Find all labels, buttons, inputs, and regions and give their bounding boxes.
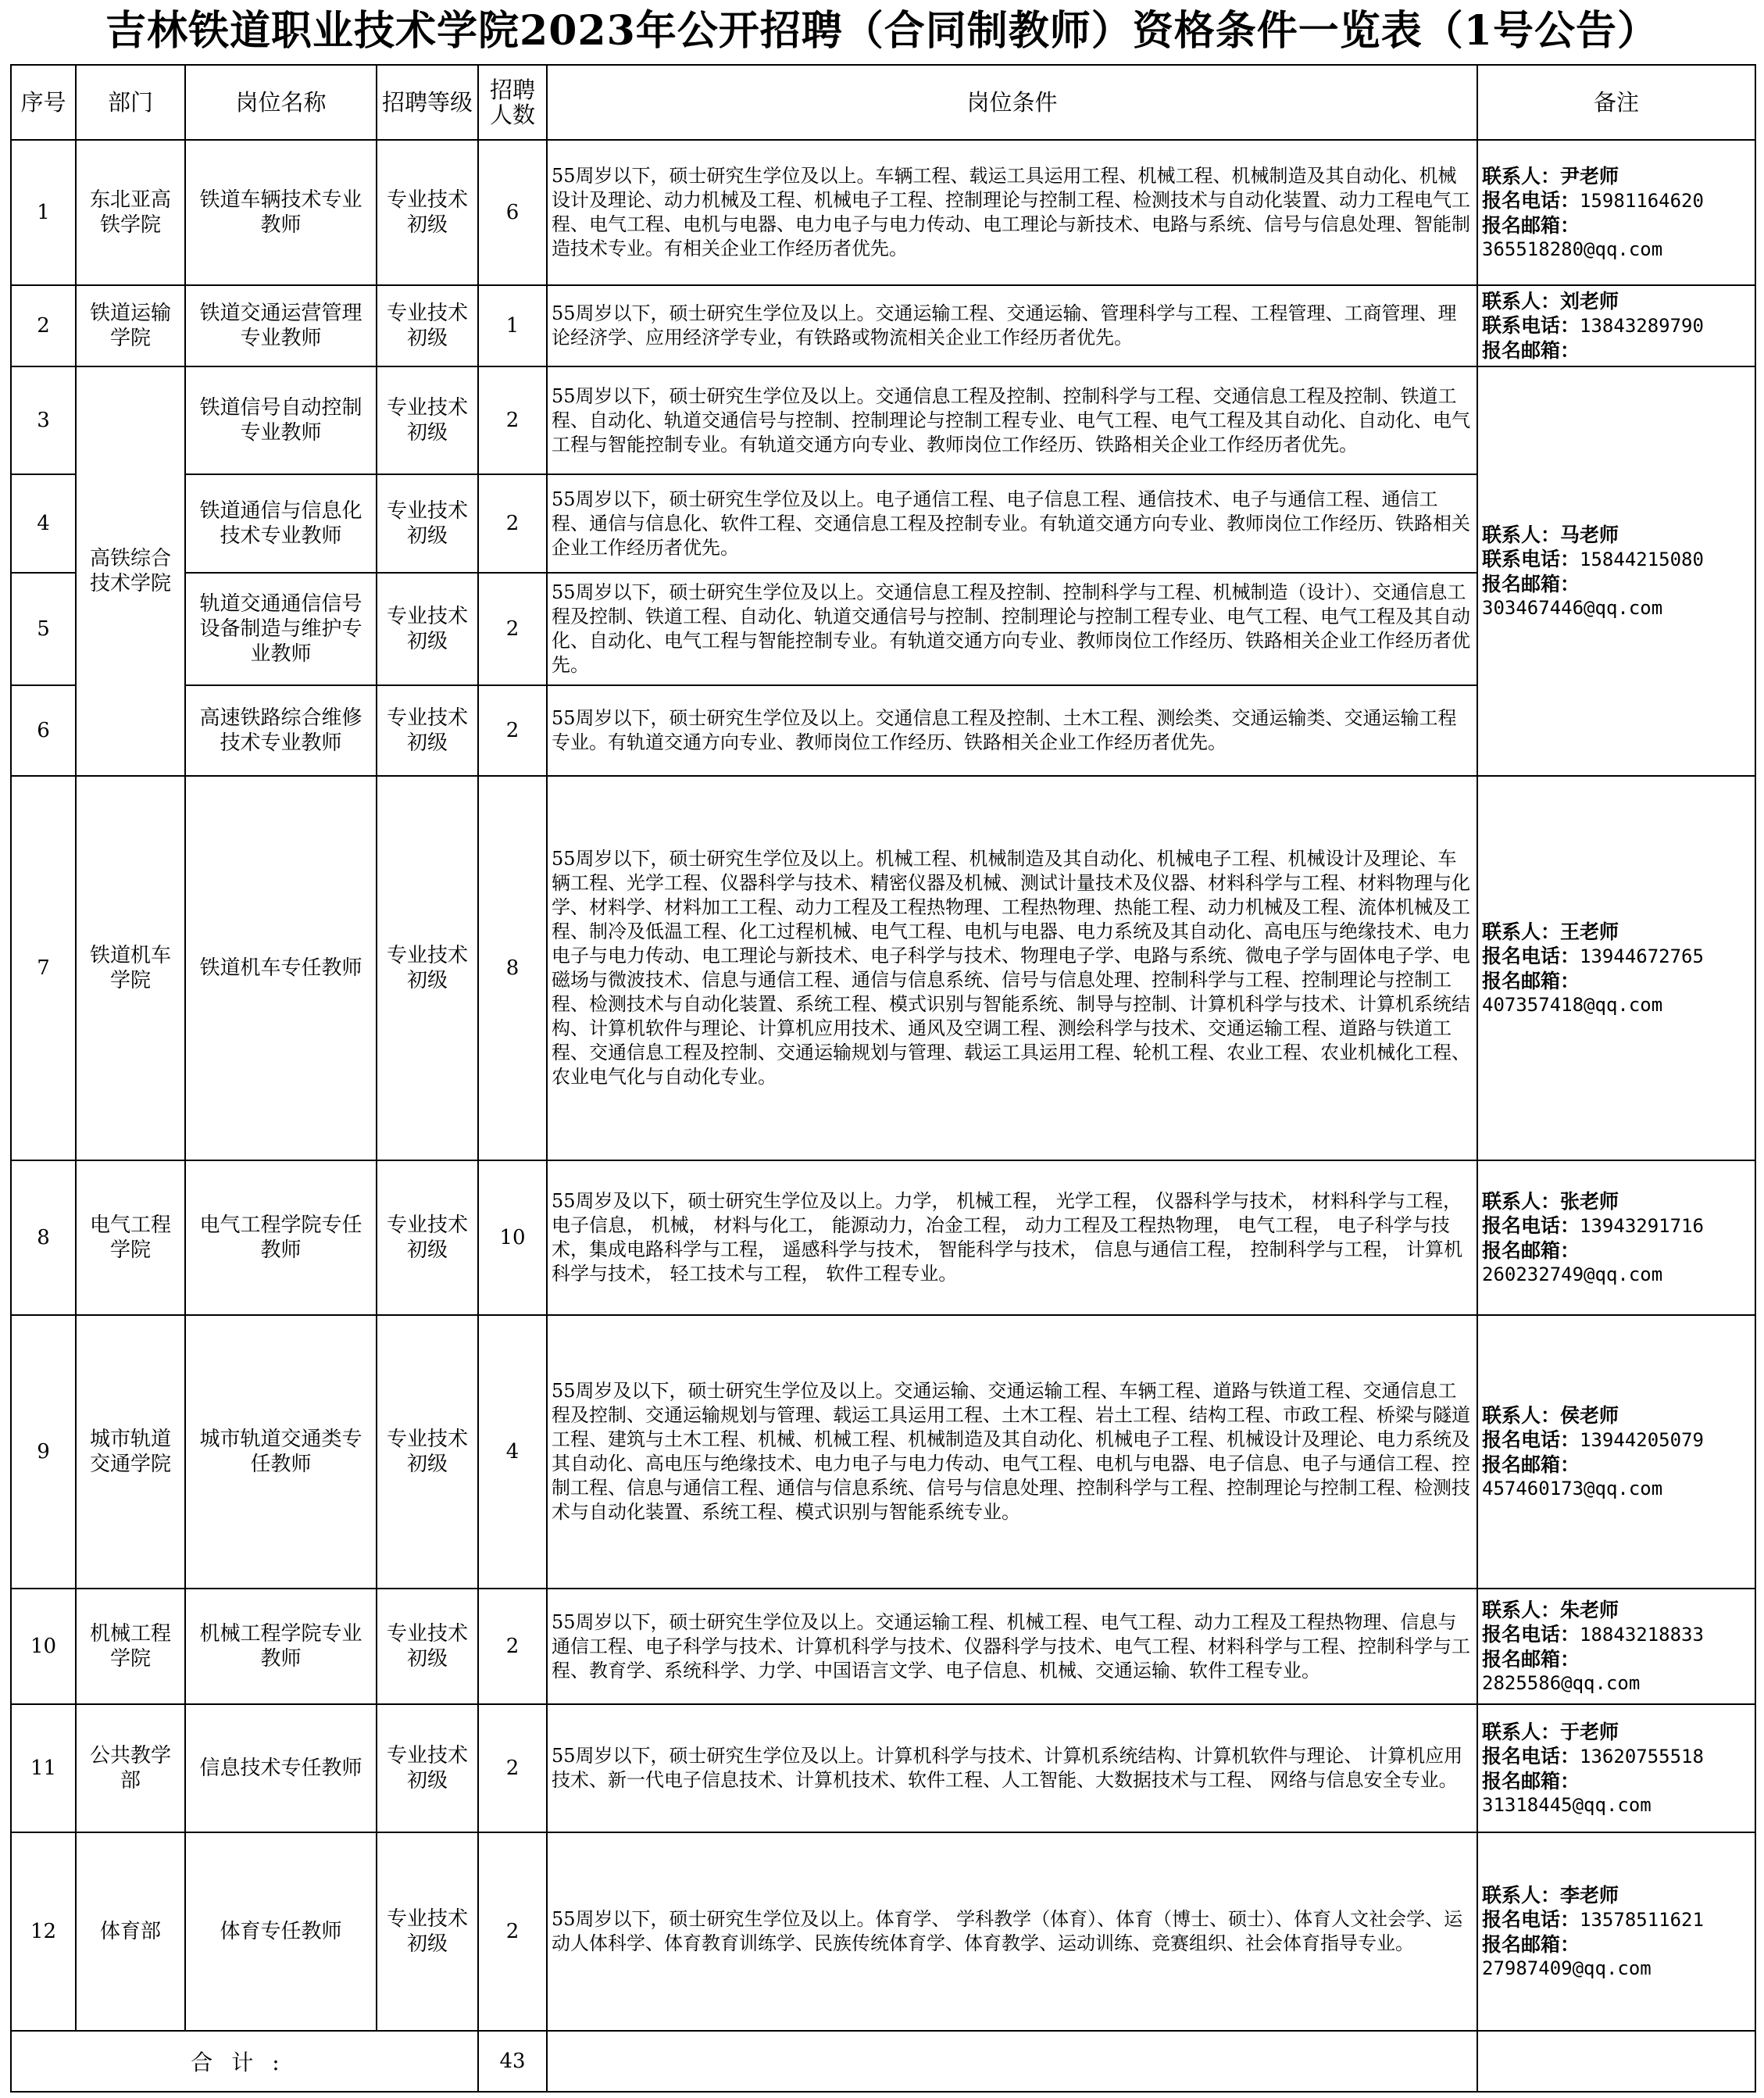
seq-cell: 11 — [11, 1704, 76, 1832]
contact-email: 457460173@qq.com — [1482, 1477, 1663, 1499]
seq-cell: 7 — [11, 776, 76, 1160]
header-count: 招聘人数 — [478, 65, 547, 140]
phone-number: 13578511621 — [1580, 1908, 1704, 1931]
position-cell: 城市轨道交通类专任教师 — [185, 1315, 377, 1589]
header-conditions: 岗位条件 — [547, 65, 1477, 140]
email-label: 报名邮箱： — [1482, 1238, 1580, 1262]
contact-name: 联系人：张老师 — [1482, 1189, 1619, 1213]
conditions-cell: 55周岁以下，硕士研究生学位及以上。交通运输工程、交通运输、管理科学与工程、工程管理、工商管理、理论经济学、应用经济学专业，有铁路或物流相关企业工作经历者优先。 — [547, 285, 1477, 366]
header-seq: 序号 — [11, 65, 76, 140]
phone-number: 13843289790 — [1580, 315, 1704, 337]
header-row — [11, 65, 1755, 140]
seq-cell: 1 — [11, 140, 76, 285]
table-row — [11, 1315, 1755, 1589]
seq-cell: 10 — [11, 1589, 76, 1704]
email-label: 报名邮箱： — [1482, 1932, 1580, 1956]
position-cell: 铁道机车专任教师 — [185, 776, 377, 1160]
level-cell: 专业技术初级 — [377, 1589, 478, 1704]
count-cell: 2 — [478, 685, 547, 776]
remark-cell — [1477, 1589, 1755, 1704]
contact-name: 联系人：朱老师 — [1482, 1598, 1619, 1621]
level-cell: 专业技术初级 — [377, 285, 478, 366]
contact-phone — [1482, 188, 1751, 213]
contact-email: 303467446@qq.com — [1482, 596, 1663, 619]
level-cell: 专业技术初级 — [377, 1315, 478, 1589]
phone-number: 18843218833 — [1580, 1623, 1704, 1646]
phone-label: 联系电话： — [1482, 547, 1580, 570]
phone-number: 13620755518 — [1580, 1745, 1704, 1767]
header-dept: 部门 — [76, 65, 185, 140]
phone-label: 报名电话： — [1482, 1428, 1580, 1451]
phone-label: 报名电话： — [1482, 1907, 1580, 1931]
phone-label: 报名电话： — [1482, 188, 1580, 212]
dept-cell: 铁道运输学院 — [76, 285, 185, 366]
contact-name: 联系人：于老师 — [1482, 1720, 1619, 1743]
phone-number: 15844215080 — [1580, 548, 1704, 570]
count-cell: 4 — [478, 1315, 547, 1589]
remark-cell — [1477, 1832, 1755, 2031]
position-cell: 铁道车辆技术专业教师 — [185, 140, 377, 285]
seq-cell: 5 — [11, 573, 76, 685]
phone-label: 报名电话： — [1482, 1744, 1580, 1767]
contact-phone — [1482, 1907, 1751, 1932]
contact-phone — [1482, 547, 1751, 572]
conditions-cell: 55周岁以下，硕士研究生学位及以上。体育学、 学科教学（体育）、体育（博士、硕士）、体育人文社会学、运动人体科学、体育教育训练学、民族传统体育学、体育教学、运动训练、竞赛组织、社会体育指导专业。 — [547, 1832, 1477, 2031]
contact-phone — [1482, 313, 1751, 338]
contact-email: 2825586@qq.com — [1482, 1671, 1641, 1694]
phone-label: 报名电话： — [1482, 1622, 1580, 1646]
position-cell: 铁道交通运营管理专业教师 — [185, 285, 377, 366]
count-cell: 6 — [478, 140, 547, 285]
position-cell: 铁道信号自动控制专业教师 — [185, 366, 377, 474]
phone-number: 13944672765 — [1580, 945, 1704, 967]
conditions-cell: 55周岁以下，硕士研究生学位及以上。交通信息工程及控制、土木工程、测绘类、交通运输类、交通运输工程专业。有轨道交通方向专业、教师岗位工作经历、铁路相关企业工作经历者优先。 — [547, 685, 1477, 776]
level-cell: 专业技术初级 — [377, 1160, 478, 1315]
contact-name: 联系人：李老师 — [1482, 1883, 1619, 1907]
seq-cell: 12 — [11, 1832, 76, 2031]
conditions-cell: 55周岁以下，硕士研究生学位及以上。交通信息工程及控制、控制科学与工程、机械制造（设计）、交通信息工程及控制、铁道工程、自动化、轨道交通信号与控制、控制理论与控制工程专业、电气工程、电气工程及其自动化、自动化、电气工程与智能控制专业。有轨道交通方向专业、教师岗位工作经历、铁路相关企业工作经历者优先。 — [547, 573, 1477, 685]
level-cell: 专业技术初级 — [377, 573, 478, 685]
total-row — [11, 2031, 1755, 2092]
contact-email: 31318445@qq.com — [1482, 1793, 1652, 1816]
level-cell: 专业技术初级 — [377, 140, 478, 285]
table-row — [11, 366, 1755, 474]
level-cell: 专业技术初级 — [377, 366, 478, 474]
dept-cell: 公共教学部 — [76, 1704, 185, 1832]
contact-email: 27987409@qq.com — [1482, 1957, 1652, 1979]
email-label: 报名邮箱： — [1482, 1453, 1580, 1476]
email-label: 报名邮箱： — [1482, 969, 1580, 992]
level-cell: 专业技术初级 — [377, 474, 478, 573]
count-cell: 2 — [478, 1589, 547, 1704]
table-row — [11, 140, 1755, 285]
document-title: 吉林铁道职业技术学院2023年公开招聘（合同制教师）资格条件一览表（1号公告） — [105, 7, 1659, 55]
phone-number: 15981164620 — [1580, 189, 1704, 212]
header-remark: 备注 — [1477, 65, 1755, 140]
contact-email: 260232749@qq.com — [1482, 1263, 1663, 1285]
count-cell: 10 — [478, 1160, 547, 1315]
email-label: 报名邮箱： — [1482, 1769, 1580, 1792]
position-cell: 信息技术专任教师 — [185, 1704, 377, 1832]
contact-phone — [1482, 1213, 1751, 1238]
total-conditions-empty — [547, 2031, 1477, 2092]
email-label: 报名邮箱： — [1482, 1647, 1580, 1671]
position-cell: 电气工程学院专任教师 — [185, 1160, 377, 1315]
phone-label: 联系电话： — [1482, 314, 1580, 337]
level-cell: 专业技术初级 — [377, 776, 478, 1160]
count-cell: 2 — [478, 573, 547, 685]
contact-phone — [1482, 1428, 1751, 1453]
seq-cell: 4 — [11, 474, 76, 573]
conditions-cell: 55周岁以下，硕士研究生学位及以上。交通信息工程及控制、控制科学与工程、交通信息工程及控制、铁道工程、自动化、轨道交通信号与控制、控制理论与控制工程专业、电气工程、电气工程及其自动化、自动化、电气工程与智能控制专业。有轨道交通方向专业、教师岗位工作经历、铁路相关企业工作经历者优先。 — [547, 366, 1477, 474]
contact-name: 联系人：尹老师 — [1482, 164, 1619, 188]
email-label: 报名邮箱： — [1482, 572, 1580, 595]
total-count: 43 — [478, 2031, 547, 2092]
contact-name: 联系人：马老师 — [1482, 523, 1619, 546]
table-row — [11, 1160, 1755, 1315]
table-row — [11, 776, 1755, 1160]
table-row — [11, 1589, 1755, 1704]
count-cell: 2 — [478, 1832, 547, 2031]
position-cell: 轨道交通通信信号设备制造与维护专业教师 — [185, 573, 377, 685]
remark-cell — [1477, 1160, 1755, 1315]
contact-phone — [1482, 1622, 1751, 1647]
dept-cell: 机械工程学院 — [76, 1589, 185, 1704]
seq-cell: 2 — [11, 285, 76, 366]
dept-cell: 城市轨道交通学院 — [76, 1315, 185, 1589]
contact-name: 联系人：侯老师 — [1482, 1403, 1619, 1427]
contact-email: 407357418@qq.com — [1482, 993, 1663, 1016]
seq-cell: 3 — [11, 366, 76, 474]
position-cell: 铁道通信与信息化技术专业教师 — [185, 474, 377, 573]
level-cell: 专业技术初级 — [377, 685, 478, 776]
phone-label: 报名电话： — [1482, 1213, 1580, 1237]
dept-cell: 铁道机车学院 — [76, 776, 185, 1160]
level-cell: 专业技术初级 — [377, 1704, 478, 1832]
count-cell: 8 — [478, 776, 547, 1160]
contact-phone — [1482, 944, 1751, 969]
remark-cell — [1477, 285, 1755, 366]
contact-name: 联系人：刘老师 — [1482, 290, 1619, 313]
email-label: 报名邮箱： — [1482, 339, 1580, 362]
remark-cell — [1477, 140, 1755, 285]
total-remark-empty — [1477, 2031, 1755, 2092]
contact-name: 联系人：王老师 — [1482, 920, 1619, 943]
remark-cell — [1477, 776, 1755, 1160]
email-label: 报名邮箱： — [1482, 213, 1580, 237]
header-level: 招聘等级 — [377, 65, 478, 140]
dept-cell: 东北亚高铁学院 — [76, 140, 185, 285]
header-position: 岗位名称 — [185, 65, 377, 140]
phone-number: 13943291716 — [1580, 1214, 1704, 1237]
seq-cell: 8 — [11, 1160, 76, 1315]
conditions-cell: 55周岁及以下，硕士研究生学位及以上。力学， 机械工程， 光学工程， 仪器科学与技术， 材料科学与工程，电子信息， 机械， 材料与化工， 能源动力，冶金工程， 动力工程及工程热物理， 电气工程， 电子科学与技术，集成电路科学与工程， 遥感科学与技术， 智能科学与技术， 信息与通信工程， 控制科学与工程， 计算机科学与技术， 轻工技术与工程， 软件工程专业。 — [547, 1160, 1477, 1315]
position-cell: 机械工程学院专业教师 — [185, 1589, 377, 1704]
position-cell: 高速铁路综合维修技术专业教师 — [185, 685, 377, 776]
remark-cell — [1477, 366, 1755, 776]
remark-cell — [1477, 1704, 1755, 1832]
seq-cell: 9 — [11, 1315, 76, 1589]
conditions-cell: 55周岁以下，硕士研究生学位及以上。车辆工程、载运工具运用工程、机械工程、机械制造及其自动化、机械设计及理论、动力机械及工程、机械电子工程、控制理论与控制工程、检测技术与自动化装置、动力工程电气工程、电气工程、电机与电器、电力电子与电力传动、电工理论与新技术、电路与系统、信号与信息处理、智能制造技术专业。有相关企业工作经历者优先。 — [547, 140, 1477, 285]
contact-phone — [1482, 1744, 1751, 1769]
dept-cell: 电气工程学院 — [76, 1160, 185, 1315]
count-cell: 2 — [478, 366, 547, 474]
table-row — [11, 1832, 1755, 2031]
recruitment-table — [10, 64, 1756, 2093]
table-row — [11, 1704, 1755, 1832]
count-cell: 1 — [478, 285, 547, 366]
dept-cell: 高铁综合技术学院 — [76, 366, 185, 776]
phone-label: 报名电话： — [1482, 944, 1580, 967]
dept-cell: 体育部 — [76, 1832, 185, 2031]
contact-email: 365518280@qq.com — [1482, 238, 1663, 260]
count-cell: 2 — [478, 1704, 547, 1832]
phone-number: 13944205079 — [1580, 1428, 1704, 1451]
seq-cell: 6 — [11, 685, 76, 776]
conditions-cell: 55周岁以下，硕士研究生学位及以上。机械工程、机械制造及其自动化、机械电子工程、机械设计及理论、车辆工程、光学工程、仪器科学与技术、精密仪器及机械、测试计量技术及仪器、材料科学与工程、材料物理与化学、材料学、材料加工工程、动力工程及工程热物理、工程热物理、热能工程、动力机械及工程、流体机械及工程、制冷及低温工程、化工过程机械、电气工程、电机与电器、电力系统及其自动化、高电压与绝缘技术、电力电子与电力传动、电工理论与新技术、电子科学与技术、物理电子学、电路与系统、微电子学与固体电子学、电磁场与微波技术、信息与通信工程、通信与信息系统、信号与信息处理、控制科学与工程、控制理论与控制工程、检测技术与自动化装置、系统工程、模式识别与智能系统、制导与控制、计算机科学与技术、计算机系统结构、计算机软件与理论、计算机应用技术、通风及空调工程、测绘科学与技术、交通运输工程、道路与铁道工程、交通信息工程及控制、交通运输规划与管理、载运工具运用工程、轮机工程、农业工程、农业机械化工程、农业电气化与自动化专业。 — [547, 776, 1477, 1160]
level-cell: 专业技术初级 — [377, 1832, 478, 2031]
total-label: 合计: — [11, 2031, 478, 2092]
conditions-cell: 55周岁以下，硕士研究生学位及以上。电子通信工程、电子信息工程、通信技术、电子与通信工程、通信工程、通信与信息化、软件工程、交通信息工程及控制专业。有轨道交通方向专业、教师岗位工作经历、铁路相关企业工作经历者优先。 — [547, 474, 1477, 573]
position-cell: 体育专任教师 — [185, 1832, 377, 2031]
conditions-cell: 55周岁以下，硕士研究生学位及以上。计算机科学与技术、计算机系统结构、计算机软件与理论、 计算机应用技术、新一代电子信息技术、计算机技术、软件工程、人工智能、大数据技术与工程、 网络与信息安全专业。 — [547, 1704, 1477, 1832]
remark-cell — [1477, 1315, 1755, 1589]
conditions-cell: 55周岁以下，硕士研究生学位及以上。交通运输工程、机械工程、电气工程、动力工程及工程热物理、信息与通信工程、电子科学与技术、计算机科学与技术、仪器科学与技术、电气工程、材料科学与工程、控制科学与工程、教育学、系统科学、力学、中国语言文学、电子信息、机械、交通运输、软件工程专业。 — [547, 1589, 1477, 1704]
count-cell: 2 — [478, 474, 547, 573]
table-row — [11, 285, 1755, 366]
conditions-cell: 55周岁及以下，硕士研究生学位及以上。交通运输、交通运输工程、车辆工程、道路与铁道工程、交通信息工程及控制、交通运输规划与管理、载运工具运用工程、土木工程、岩土工程、结构工程、市政工程、桥梁与隧道工程、建筑与土木工程、机械、机械工程、机械制造及其自动化、机械电子工程、机械设计及理论、电力系统及其自动化、高电压与绝缘技术、电力电子与电力传动、电气工程、电机与电器、电子信息、电子与通信工程、控制工程、信息与通信工程、通信与信息系统、信号与信息处理、控制科学与工程、控制理论与控制工程、检测技术与自动化装置、系统工程、模式识别与智能系统专业。 — [547, 1315, 1477, 1589]
